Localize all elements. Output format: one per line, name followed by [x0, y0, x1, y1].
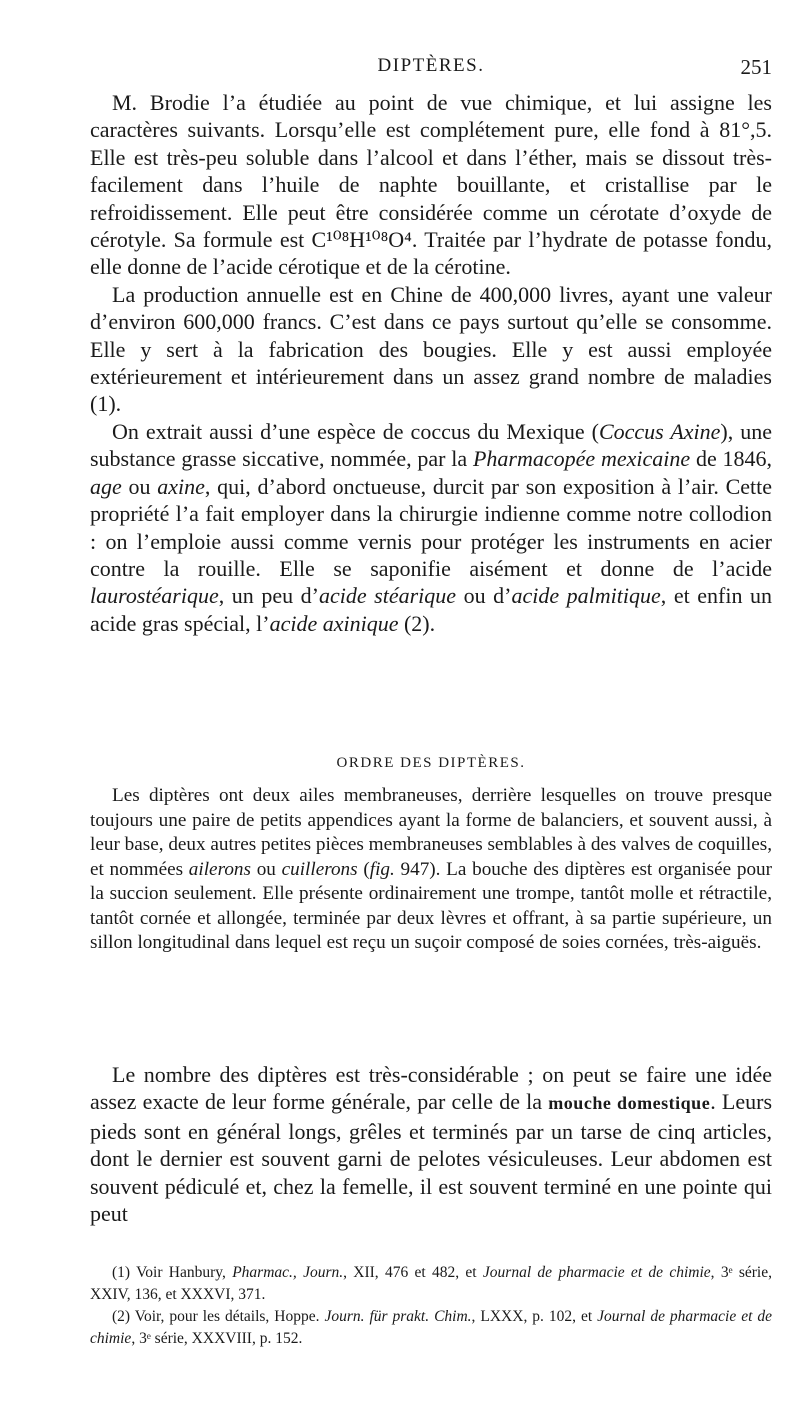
paragraph-diptera-number: Le nombre des diptères est très-considérable ; on peut se faire une idée assez exacte de leur forme générale, par celle de la mouche domestique. Leurs pieds sont en général longs, grêles et terminés par un tarse de cinq articles, dont le dernier est souvent garni de pelotes vésiculeuses. Leur abdomen est souvent pédiculé et, chez la femelle, il est souvent terminé en une pointe qui peut [90, 1062, 773, 1227]
body-text-top [90, 89, 772, 637]
footnotes [90, 1262, 772, 1350]
section-heading: ORDRE DES DIPTÈRES. [336, 755, 526, 771]
footnote-2: (2) Voir, pour les détails, Hoppe. Journ. für prakt. Chim., LXXX, p. 102, et Journal de pharmacie et de chimie, 3ᵉ série, XXXVIII, p. 152. [90, 1308, 772, 1347]
page-number: 251 [740, 55, 772, 79]
running-header [90, 55, 772, 85]
running-title: DIPTÈRES. [377, 55, 485, 76]
paragraph-production: La production annuelle est en Chine de 400,000 livres, ayant une valeur d’environ 600,000 francs. C’est dans ce pays surtout qu’elle se consomme. Elle y sert à la fabrication des bougies. Elle y est aussi employée extérieurement et intérieurement dans un assez grand nombre de maladies (1). [90, 281, 772, 417]
body-text-diptera-description [90, 784, 772, 956]
body-text-diptera-number [90, 1061, 772, 1227]
paragraph-coccus-axine: On extrait aussi d’une espèce de coccus du Mexique (Coccus Axine), une substance grasse siccative, nommée, par la Pharmacopée mexicaine de 1846, age ou axine, qui, d’abord onctueuse, durcit par son exposition à l’air. Cette propriété l’a fait employer dans la chirurgie indienne comme notre collodion : on l’emploie aussi comme vernis pour protéger les instruments en acier contre la rouille. Elle se saponifie aisément et donne de l’acide laurostéarique, un peu d’acide stéarique ou d’acide palmitique, et enfin un acide gras spécial, l’acide axinique (2). [90, 418, 773, 636]
paragraph-brodie: M. Brodie l’a étudiée au point de vue chimique, et lui assigne les caractères suivants. Lorsqu’elle est complétement pure, elle fond à 81°,5. Elle est très-peu soluble dans l’alcool et dans l’éther, mais se dissout très-facilement dans l’huile de naphte bouillante, et cristallise par le refroidissement. Elle peut être considérée comme un cérotate d’oxyde de cérotyle. Sa formule est C¹⁰⁸H¹⁰⁸O⁴. Traitée par l’hydrate de potasse fondu, elle donne de l’acide cérotique et de la cérotine. [90, 90, 772, 280]
footnote-1: (1) Voir Hanbury, Pharmac., Journ., XII, 476 et 482, et Journal de pharmacie et de chimie, 3ᵉ série, XXIV, 136, et XXXVI, 371. [90, 1264, 772, 1303]
paragraph-diptera-wings: Les diptères ont deux ailes membraneuses, derrière lesquelles on trouve presque toujours une paire de petits appendices ayant la forme de balanciers, et souvent aussi, à leur base, deux autres petites pièces membraneuses semblables à des valves de coquilles, et nommées ailerons ou cuillerons (fig. 947). La bouche des diptères est organisée pour la succion seulement. Elle présente ordinairement une trompe, tantôt molle et rétractile, tantôt cornée et allongée, terminée par deux lèvres et offrant, à sa partie supérieure, un sillon longitudinal dans lequel est reçu un suçoir composé de soies cornées, très-aiguës. [90, 785, 773, 953]
